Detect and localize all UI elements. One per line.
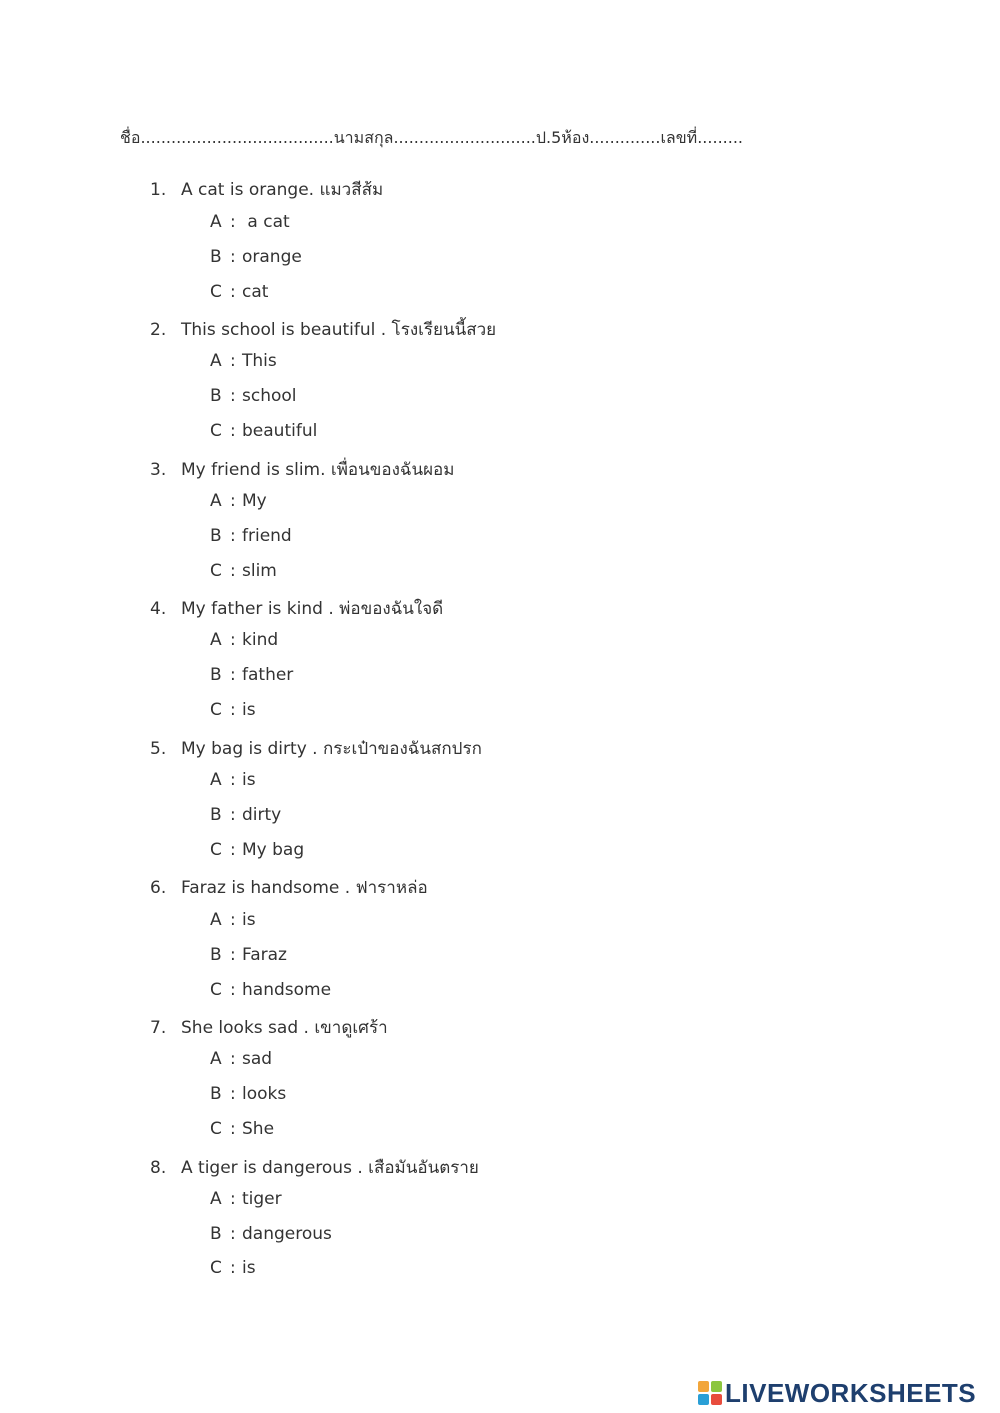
option-letter: B	[210, 945, 222, 965]
option-c[interactable]	[210, 840, 304, 866]
option-letter: C	[210, 980, 222, 1000]
question-number: 4.	[150, 599, 167, 619]
option-b[interactable]	[210, 247, 302, 273]
option-letter: B	[210, 526, 222, 546]
option-separator: :	[230, 282, 236, 302]
option-separator: :	[230, 351, 236, 371]
option-letter: B	[210, 386, 222, 406]
option-letter: C	[210, 700, 222, 720]
option-letter: A	[210, 630, 222, 650]
question-text	[150, 316, 496, 342]
option-text: She	[242, 1119, 275, 1139]
question-text	[150, 176, 383, 202]
option-separator: :	[230, 980, 236, 1000]
option-b[interactable]	[210, 945, 287, 971]
option-letter: A	[210, 910, 222, 930]
option-separator: :	[230, 212, 236, 232]
option-separator: :	[230, 1224, 236, 1244]
question-text	[150, 735, 482, 761]
option-a[interactable]	[210, 1189, 282, 1215]
option-text: tiger	[242, 1189, 282, 1209]
option-b[interactable]	[210, 526, 292, 552]
option-separator: :	[230, 1119, 236, 1139]
option-text: father	[242, 665, 294, 685]
option-a[interactable]	[210, 910, 256, 936]
option-text: This	[242, 351, 277, 371]
option-separator: :	[230, 1084, 236, 1104]
question-number: 3.	[150, 460, 167, 480]
option-a[interactable]	[210, 770, 256, 796]
option-text: slim	[242, 561, 277, 581]
option-letter: C	[210, 840, 222, 860]
question-text	[150, 595, 443, 621]
question-sentence: This school is beautiful . โรงเรียนนี้สวย	[181, 320, 497, 340]
student-info-line: ชื่อ......................................นามสกุล............................ป.5ห้อง..............เลขที่.........	[120, 128, 743, 147]
question-number: 2.	[150, 320, 167, 340]
question-sentence: My friend is slim. เพื่อนของฉันผอม	[181, 460, 455, 480]
option-c[interactable]	[210, 421, 317, 447]
option-separator: :	[230, 491, 236, 511]
option-letter: C	[210, 1258, 222, 1278]
option-letter: B	[210, 1224, 222, 1244]
option-letter: C	[210, 421, 222, 441]
liveworksheets-logo-icon	[698, 1381, 722, 1405]
option-b[interactable]	[210, 665, 293, 691]
question-sentence: Faraz is handsome . ฟาราหล่อ	[181, 878, 428, 898]
option-c[interactable]	[210, 1258, 256, 1284]
question-text	[150, 456, 454, 482]
option-text: dangerous	[242, 1224, 332, 1244]
option-text: is	[242, 770, 256, 790]
option-separator: :	[230, 630, 236, 650]
option-text: is	[242, 910, 256, 930]
option-b[interactable]	[210, 805, 281, 831]
option-text: handsome	[242, 980, 332, 1000]
option-letter: B	[210, 805, 222, 825]
option-letter: A	[210, 491, 222, 511]
option-separator: :	[230, 1049, 236, 1069]
option-a[interactable]	[210, 1049, 272, 1075]
option-b[interactable]	[210, 1084, 286, 1110]
option-separator: :	[230, 805, 236, 825]
option-letter: C	[210, 282, 222, 302]
option-text: is	[242, 1258, 256, 1278]
option-separator: :	[230, 1189, 236, 1209]
option-text: friend	[242, 526, 292, 546]
option-letter: B	[210, 247, 222, 267]
brand-name: LIVEWORKSHEETS	[725, 1378, 977, 1408]
option-text: sad	[242, 1049, 273, 1069]
question-number: 6.	[150, 878, 167, 898]
question-number: 1.	[150, 180, 167, 200]
question-text	[150, 1014, 388, 1040]
option-c[interactable]	[210, 700, 256, 726]
option-a[interactable]	[210, 351, 277, 377]
option-letter: A	[210, 770, 222, 790]
question-text	[150, 874, 428, 900]
option-letter: A	[210, 1049, 222, 1069]
question-number: 8.	[150, 1158, 167, 1178]
option-text: orange	[242, 247, 302, 267]
option-text: is	[242, 700, 256, 720]
question-number: 5.	[150, 739, 167, 759]
option-letter: B	[210, 1084, 222, 1104]
option-letter: A	[210, 351, 222, 371]
option-text: kind	[242, 630, 279, 650]
option-separator: :	[230, 561, 236, 581]
liveworksheets-branding	[698, 1378, 976, 1408]
option-c[interactable]	[210, 1119, 274, 1145]
question-sentence: She looks sad . เขาดูเศร้า	[181, 1018, 388, 1038]
option-letter: B	[210, 665, 222, 685]
option-separator: :	[230, 700, 236, 720]
question-number: 7.	[150, 1018, 167, 1038]
option-letter: C	[210, 561, 222, 581]
option-letter: A	[210, 212, 222, 232]
option-c[interactable]	[210, 980, 331, 1006]
option-letter: A	[210, 1189, 222, 1209]
option-text: Faraz	[242, 945, 287, 965]
option-text: dirty	[242, 805, 282, 825]
option-text: looks	[242, 1084, 287, 1104]
option-text: My bag	[242, 840, 305, 860]
option-separator: :	[230, 386, 236, 406]
option-text: school	[242, 386, 297, 406]
option-separator: :	[230, 1258, 236, 1278]
option-a[interactable]	[210, 630, 278, 656]
option-text: cat	[242, 282, 269, 302]
option-separator: :	[230, 421, 236, 441]
option-text: a cat	[242, 212, 290, 232]
option-separator: :	[230, 526, 236, 546]
option-letter: C	[210, 1119, 222, 1139]
option-text: beautiful	[242, 421, 318, 441]
option-c[interactable]	[210, 282, 268, 308]
question-sentence: A cat is orange. แมวสีส้ม	[181, 180, 384, 200]
option-a[interactable]	[210, 491, 267, 517]
option-separator: :	[230, 945, 236, 965]
option-separator: :	[230, 247, 236, 267]
question-sentence: A tiger is dangerous . เสือมันอันตราย	[181, 1158, 479, 1178]
option-b[interactable]	[210, 1224, 332, 1250]
option-a[interactable]	[210, 212, 290, 238]
option-separator: :	[230, 770, 236, 790]
option-separator: :	[230, 665, 236, 685]
option-separator: :	[230, 910, 236, 930]
option-c[interactable]	[210, 561, 277, 587]
question-sentence: My father is kind . พ่อของฉันใจดี	[181, 599, 444, 619]
question-text	[150, 1154, 479, 1180]
option-text: My	[242, 491, 267, 511]
option-separator: :	[230, 840, 236, 860]
question-sentence: My bag is dirty . กระเป๋าของฉันสกปรก	[181, 739, 482, 759]
option-b[interactable]	[210, 386, 297, 412]
